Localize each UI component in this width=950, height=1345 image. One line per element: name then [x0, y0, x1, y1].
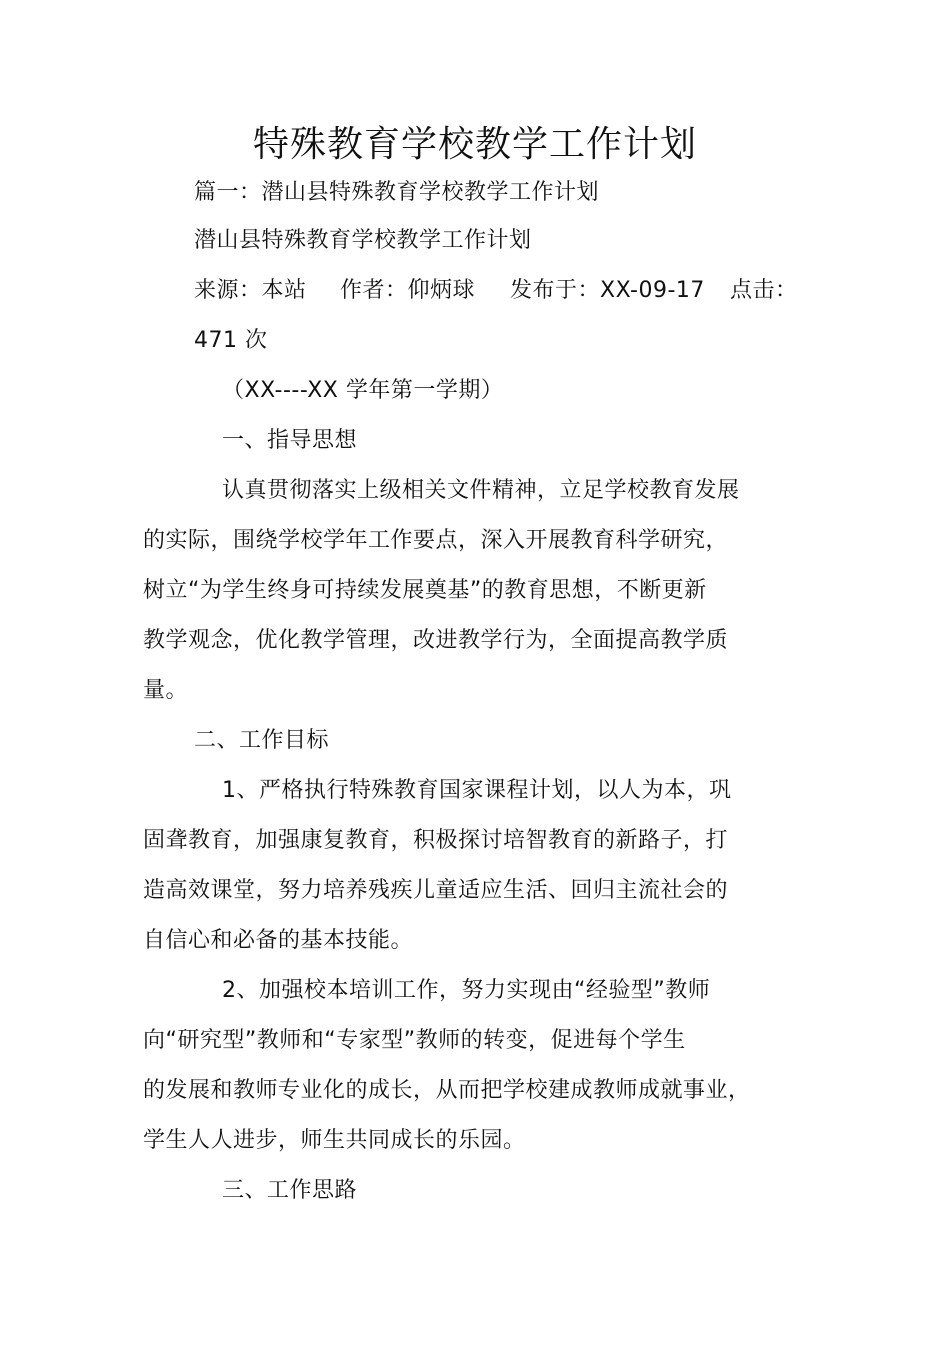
meta-published: 发布于：XX-09-17 [510, 278, 705, 303]
paragraph-line: 量。 [143, 678, 189, 703]
section-heading: 三、工作思路 [222, 1178, 358, 1203]
meta-clicks-label: 点击： [730, 278, 798, 303]
paragraph-line: 造高效课堂，努力培养残疾儿童适应生活、回归主流社会的 [143, 878, 729, 903]
document-title: 特殊教育学校教学工作计划 [252, 124, 697, 165]
meta-clicks-value: 471 次 [194, 328, 268, 353]
paragraph-line: 向“研究型”教师和“专家型”教师的转变，促进每个学生 [143, 1028, 686, 1053]
section-heading: 二、工作目标 [194, 728, 330, 753]
paragraph-line: 的发展和教师专业化的成长，从而把学校建成教师成就事业， [143, 1078, 751, 1103]
paragraph-line: 自信心和必备的基本技能。 [143, 928, 414, 953]
section-heading: 一、指导思想 [222, 428, 358, 453]
paragraph-line: 教学观念，优化教学管理，改进教学行为，全面提高教学质 [143, 628, 729, 653]
meta-source: 来源：本站 [194, 278, 307, 303]
paragraph-line: 认真贯彻落实上级相关文件精神，立足学校教育发展 [222, 478, 740, 503]
document-subtitle: 潜山县特殊教育学校教学工作计划 [194, 228, 532, 253]
paragraph-line: 学生人人进步，师生共同成长的乐园。 [143, 1128, 526, 1153]
paragraph-line: 树立“为学生终身可持续发展奠基”的教育思想，不断更新 [143, 578, 707, 603]
chapter-heading: 篇一：潜山县特殊教育学校教学工作计划 [194, 180, 600, 205]
term-line: （XX----XX 学年第一学期） [222, 378, 504, 403]
paragraph-line: 的实际，围绕学校学年工作要点，深入开展教育科学研究， [143, 528, 729, 553]
paragraph-line: 2、加强校本培训工作，努力实现由“经验型”教师 [222, 978, 711, 1003]
paragraph-line: 固聋教育，加强康复教育，积极探讨培智教育的新路子，打 [143, 828, 729, 853]
meta-author: 作者：仰炳球 [340, 278, 476, 303]
paragraph-line: 1、严格执行特殊教育国家课程计划，以人为本，巩 [222, 778, 732, 803]
